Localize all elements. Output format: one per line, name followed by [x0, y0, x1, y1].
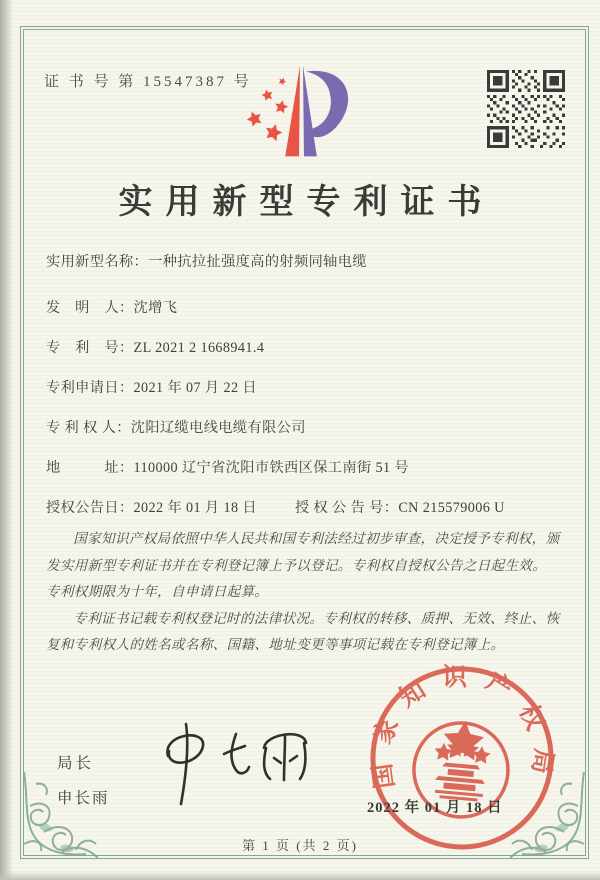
officer-name: 申长雨 — [57, 790, 110, 807]
field-row-grant-announcement — [46, 498, 558, 518]
certificate-fields — [46, 252, 558, 518]
legal-paragraph-2: 专利证书记载专利权登记时的法律状况。专利权的转移、质押、无效、终止、恢复和专利权人的姓名或名称、国籍、地址变更等事项记载在专利登记簿上。 — [46, 610, 560, 652]
legal-text — [46, 526, 560, 659]
legal-paragraph-1: 国家知识产权局依照中华人民共和国专利法经过初步审查，决定授予专利权，颁发实用新型专利证书并在专利登记簿上予以登记。专利权自授权公告之日起生效。专利权期限为十年，自申请日起算。 — [46, 531, 560, 599]
field-row-inventor — [46, 298, 558, 318]
field-label: 专利申请日： — [46, 380, 134, 396]
officer-block — [57, 751, 110, 808]
field-label: 实用新型名称： — [46, 254, 149, 270]
director-signature-icon — [152, 716, 324, 812]
page-footer: 第 1 页 (共 2 页) — [242, 838, 358, 853]
field-row-filing-date — [46, 378, 558, 398]
field-label: 地 址： — [46, 460, 134, 476]
field-row-address — [46, 458, 558, 478]
scan-edge-left — [0, 0, 13, 880]
cnipa-logo-icon — [228, 56, 376, 168]
field-label: 授权公告日： — [46, 500, 134, 516]
field-value: ZL 2021 2 1668941.4 — [133, 340, 265, 356]
field-value: 一种抗拉扯强度高的射频同轴电缆 — [148, 254, 367, 270]
field-row-patentee — [46, 418, 558, 438]
scan-edge-bottom — [0, 871, 600, 880]
field-value: 沈增飞 — [133, 300, 178, 316]
seal-text: 国家知识产权局 — [367, 664, 558, 792]
field-value: 沈阳辽缆电线电缆有限公司 — [130, 420, 306, 436]
field-row-patent-number — [46, 338, 558, 358]
officer-title: 局长 — [57, 755, 95, 772]
certificate-number: 证 书 号 第 15547387 号 — [44, 74, 252, 90]
field-value: 2021 年 07 月 22 日 — [133, 380, 257, 396]
field-label: 专 利 权 人： — [46, 420, 131, 436]
qr-code — [487, 70, 565, 148]
field-label: 授 权 公 告 号： — [294, 500, 399, 516]
seal-date: 2022 年 01 月 18 日 — [367, 800, 503, 816]
field-value: 2022 年 01 月 18 日 — [133, 500, 257, 516]
certificate-title: 实用新型专利证书 — [118, 184, 495, 221]
field-value: CN 215579006 U — [398, 500, 505, 516]
field-value: 110000 辽宁省沈阳市铁西区保工南街 51 号 — [133, 460, 410, 476]
field-label: 发 明 人： — [46, 300, 134, 316]
field-row-utility-model-name — [46, 252, 558, 272]
official-seal-icon — [354, 650, 571, 867]
field-label: 专 利 号： — [46, 340, 134, 356]
